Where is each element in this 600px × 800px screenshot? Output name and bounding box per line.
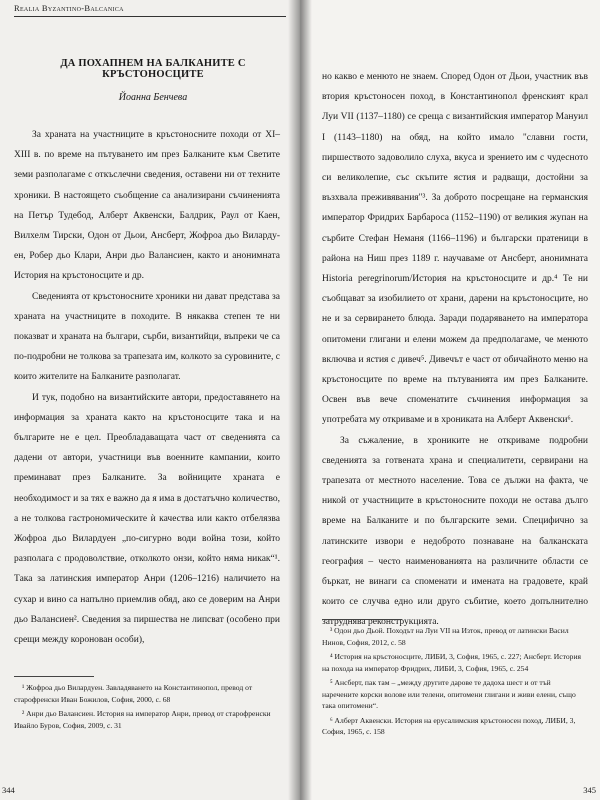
running-head: Realia Byzantino-Balcanica	[14, 3, 124, 13]
paragraph: Сведенията от кръстоносните хроники ни дават представа за храната на участниците в походите. В някаква степен те ни показват и храната на българи, сърби, византийци, въпреки че са по-подробни не толкова за трапезата им, колкото за суровините, с които жителите на Балканите разполагат.	[14, 291, 280, 383]
paragraph: но какво е менюто не знаем. Според Одон от Дьои, участник във втория кръстоносен поход, в Константинопол френският крал Луи VII (1137–1180) се среща с византийския император Мануил I (1143–1180) на обяд, на който имало "славни гости, пиршеството задоволило слуха, вкуса и зрението им с чудесното си великолепие, със скъпите ястия и радващи, достойни за възхвала преживявания"³. За доброто посрещане на германския император Фридрих Барбароса (1152–1190) от великия жупан на сърбите Стефан Неманя (1166–1196) и български пратеници в района на Ниш през 1189 г. научаваме от Ансберт, анонимната Historia peregrinorum/История на кръстоносците и др.⁴ Те ни съобщават за изобилието от храни, дарени на кръстоносците, но не и за сервирането блюда. Заради подаряването на императора опитомени глигани и елени можем да предполагаме, че менюто включва и ястия с дивеч⁵. Дивечът е част от обичайното меню на кръстоносците по време на пътуванията им през Балканите. Освен във вече споменатите съчинения информация за употребата му откриваме и в хрониката на Алберт Аквенски⁶.	[322, 72, 588, 426]
right-footnotes	[322, 625, 588, 741]
paragraph: За храната на участниците в кръстоносните походи от XI–XIII в. по време на пътуването им през Балканите към Светите земи разполагаме с откъслечни сведения, оставени ни от техните хроники. В настоящето съобщение са анализирани съчиненията на Петър Тудебод, Алберт Аквенски, Балдрик, Раул от Каен, Вилхелм Тирски, Одон от Дьои, Ансберт, Жофроа дьо Вилардуен, Робер дьо Клари, Анри дьо Валансиен, както и анонимната История на кръстоносците и др.	[14, 130, 280, 282]
right-page	[300, 0, 600, 800]
footnote-rule	[14, 676, 94, 677]
paragraph: И тук, подобно на византийските автори, предоставянето на информация за храната както на кръстоносците така и на българите не е цел. Преобладаващата част от сведенията са дадени от автори, участници във военните кампании, които преминават през Балканите. За войниците храната е необходимост и за тях е важно да я има в достатъчно количество, а не толкова гастрономическите ѝ качества или както отбелязва Жофроа дьо Вилардуен „по-сигурно води война този, който разполага с продоволствие, отколкото онзи, който няма никак“¹. Така за латинския император Анри (1206–1216) наличието на сухар и вино са напълно приемлив обяд, ако се доверим на Анри дьо Валансиен². Сведения за пиршества не липсват (особено при срещи между коронован особи),	[14, 392, 280, 646]
footnote: ¹ Жофроа дьо Вилардуен. Завладяването на Константинопол, превод от старофренски Иван Божилов, София, 2000, с. 68	[14, 683, 253, 704]
footnote: ⁶ Алберт Аквенски. История на ерусалимския кръстоносен поход, ЛИБИ, 3, София, 1965, с. 158	[322, 715, 576, 736]
footnote-rule	[322, 619, 402, 620]
footnote: ³ Одон дьо Дьой. Походът на Луи VII на Изток, превод от латински Васил Нинов, София, 2012, с. 58	[322, 626, 569, 647]
header-rule	[14, 16, 286, 17]
left-body-text	[14, 125, 280, 650]
page-number-right: 345	[583, 785, 596, 795]
footnote: ² Анри дьо Валансиен. История на император Анри, превод от старофренски Ивайло Буров, София, 2009, с. 31	[14, 709, 271, 730]
right-body-text	[322, 67, 588, 633]
article-title: ДА ПОХАПНЕМ НА БАЛКАНИТЕ С КРЪСТОНОСЦИТЕ	[60, 58, 246, 80]
article-author: Йоанна Бенчева	[118, 92, 188, 103]
footnote: ⁵ Ансберт, пак там – „между другите дарове те дадоха шест и от тъй наречените корски волове или телени, опитомени глигани и живи елени, също така опитомени“.	[322, 678, 576, 710]
left-footnotes	[14, 682, 280, 734]
paragraph: За съжаление, в хрониките не откриваме подробни сведенията за готвената храна и специалитети, сервирани на трапезата от местното население. Това се дължи на факта, че никой от участниците в кръстоносните походи не остава дълго време на Балканите и по българските земи. Специфично за латинските извори е недоброто познаване на балканската география – често наименованията на различните области се бъркат, не винаги са споменати и имената на градовете, край които се случва едно или друго събитие, което допълнително затруднява реконструкцията.	[322, 435, 588, 628]
footnote: ⁴ История на кръстоносците, ЛИБИ, 3, София, 1965, с. 227; Ансберт. История на похода на император Фридрих, ЛИБИ, 3, София, 1965, с. 254	[322, 652, 581, 673]
page-number-left: 344	[2, 785, 15, 795]
